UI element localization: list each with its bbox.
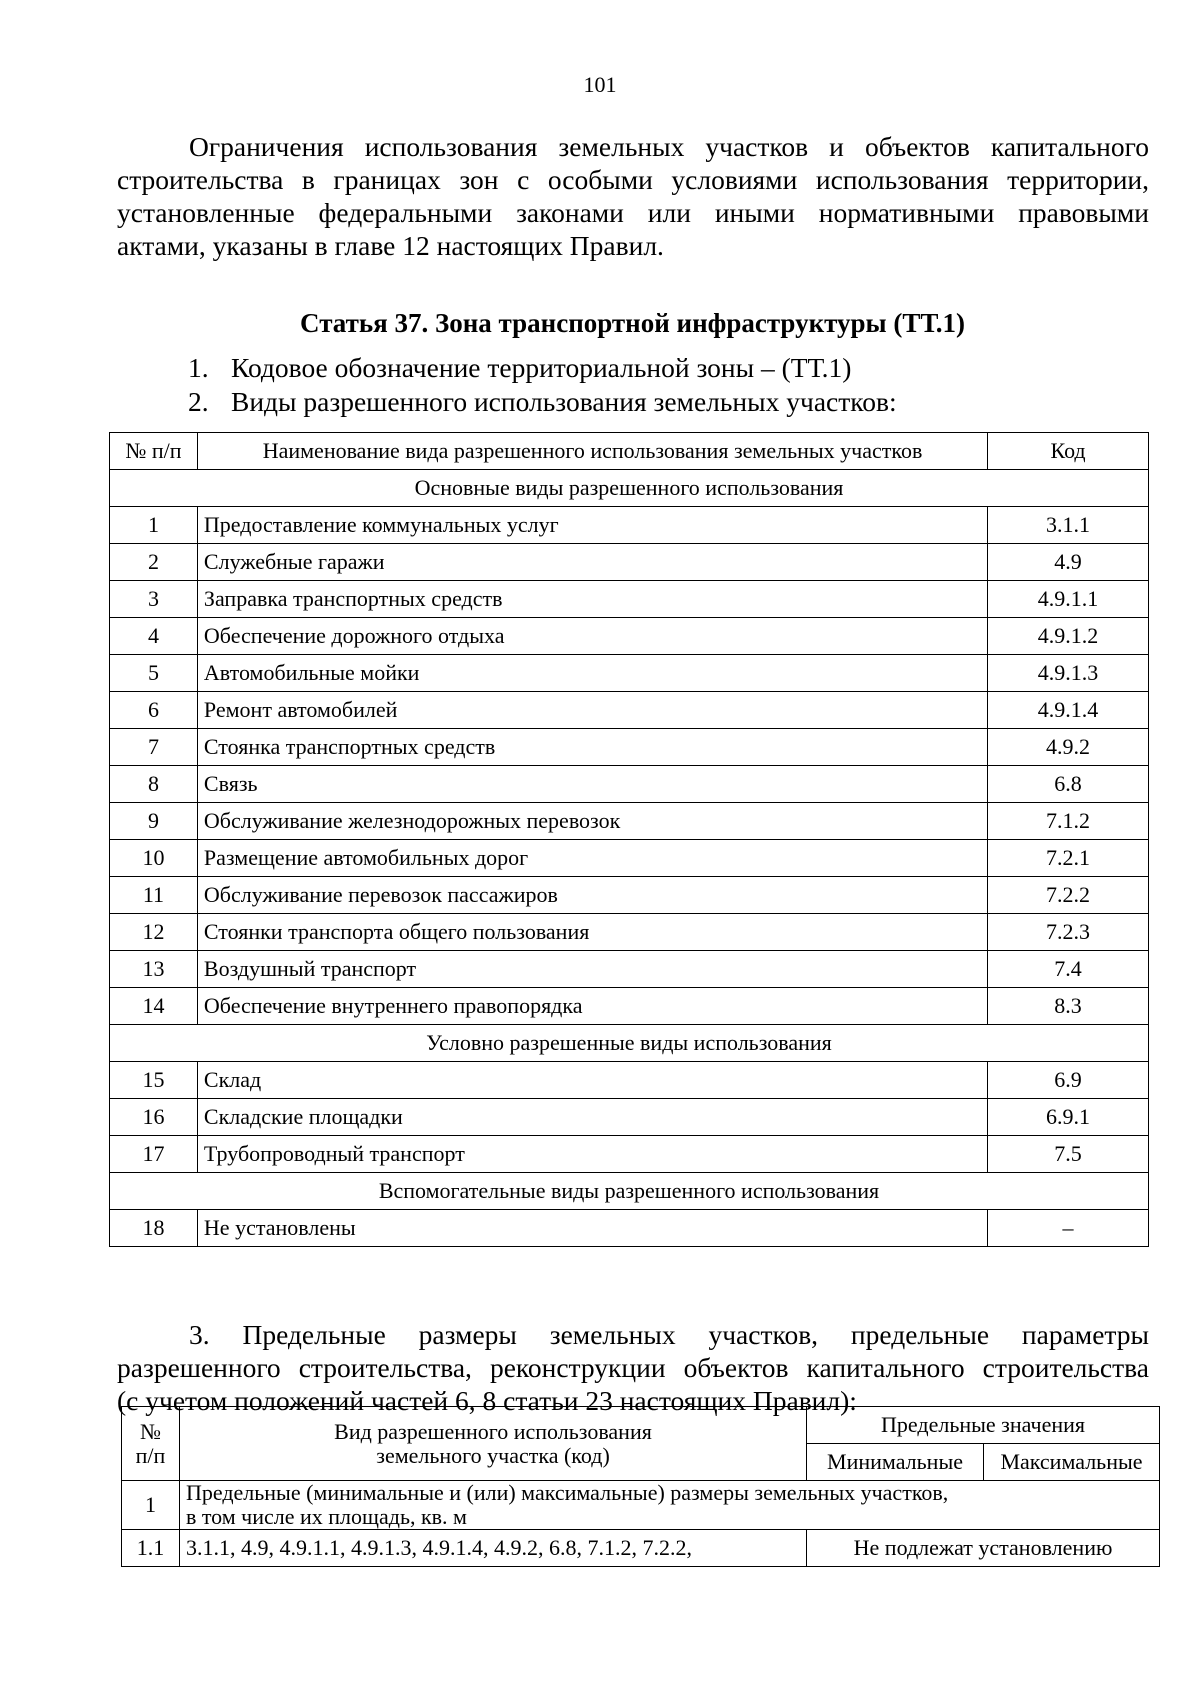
- table-row: [110, 544, 1149, 581]
- paragraph-3-line: (с учетом положений частей 6, 8 статьи 23 настоящих Правил):: [117, 1385, 857, 1416]
- table-section-row: [110, 470, 1149, 507]
- limits-header-row: [122, 1407, 1160, 1444]
- limits-row-number: 1: [122, 1481, 180, 1530]
- intro-paragraph: [117, 130, 1149, 262]
- limits-row-text: [179, 1481, 1159, 1530]
- limits-row: [122, 1481, 1160, 1530]
- table-row: [110, 914, 1149, 951]
- row-number: 8: [110, 766, 198, 803]
- table-row: [110, 618, 1149, 655]
- section-title: Вспомогательные виды разрешенного использования: [110, 1173, 1149, 1210]
- table-header-row: [110, 433, 1149, 470]
- table-section-row: [110, 1025, 1149, 1062]
- row-code: 4.9.1.3: [988, 655, 1149, 692]
- table-row: [110, 766, 1149, 803]
- intro-line: строительства в границах зон с особыми условиями использования территории,: [117, 164, 1149, 195]
- header-number: № п/п: [110, 433, 198, 470]
- row-number: 6: [110, 692, 198, 729]
- table-row: [110, 951, 1149, 988]
- row-code: 6.9.1: [988, 1099, 1149, 1136]
- section-title: Основные виды разрешенного использования: [110, 470, 1149, 507]
- permitted-uses-body: [110, 470, 1149, 1247]
- row-code: 6.9: [988, 1062, 1149, 1099]
- table-row: [110, 803, 1149, 840]
- row-number: 16: [110, 1099, 198, 1136]
- list-item-zone-code: [188, 352, 851, 384]
- limits-header-min: Минимальные: [807, 1444, 984, 1481]
- intro-line: Ограничения использования земельных участков и объектов капитального: [189, 131, 1149, 162]
- row-number: 9: [110, 803, 198, 840]
- limits-row-text-line: в том числе их площадь, кв. м: [185, 1504, 467, 1529]
- row-name: Не установлены: [197, 1210, 987, 1247]
- intro-line: актами, указаны в главе 12 настоящих Правил.: [117, 230, 664, 261]
- limits-row-number: 1.1: [122, 1530, 180, 1567]
- row-name: Склад: [197, 1062, 987, 1099]
- row-code: 7.5: [988, 1136, 1149, 1173]
- limits-header-values: Предельные значения: [807, 1407, 1160, 1444]
- row-name: Стоянка транспортных средств: [197, 729, 987, 766]
- table-row: [110, 877, 1149, 914]
- limits-row: [122, 1530, 1160, 1567]
- limits-row-value: Не подлежат установлению: [807, 1530, 1160, 1567]
- row-code: 4.9.1.4: [988, 692, 1149, 729]
- row-number: 5: [110, 655, 198, 692]
- list-item-permitted-uses: [188, 386, 897, 418]
- limits-header-number-line: п/п: [135, 1442, 166, 1468]
- list-number: 1.: [188, 352, 209, 383]
- table-section-row: [110, 1173, 1149, 1210]
- table-row: [110, 655, 1149, 692]
- limits-row-text-line: Предельные (минимальные и (или) максимальные) размеры земельных участков,: [185, 1480, 949, 1505]
- list-number: 2.: [188, 386, 209, 417]
- row-code: 4.9.1.1: [988, 581, 1149, 618]
- row-number: 7: [110, 729, 198, 766]
- article-title: Статья 37. Зона транспортной инфраструктуры (ТТ.1): [300, 308, 965, 338]
- row-code: 7.2.3: [988, 914, 1149, 951]
- table-row: [110, 988, 1149, 1025]
- row-number: 11: [110, 877, 198, 914]
- row-name: Складские площадки: [197, 1099, 987, 1136]
- row-name: Ремонт автомобилей: [197, 692, 987, 729]
- row-name: Обслуживание железнодорожных перевозок: [197, 803, 987, 840]
- row-code: 7.2.2: [988, 877, 1149, 914]
- paragraph-3-line: разрешенного строительства, реконструкции объектов капитального строительства: [117, 1352, 1149, 1383]
- limits-header-max: Максимальные: [984, 1444, 1160, 1481]
- header-name: Наименование вида разрешенного использования земельных участков: [197, 433, 987, 470]
- paragraph-3-line: 3. Предельные размеры земельных участков, предельные параметры: [189, 1319, 1149, 1350]
- limits-header-type: [179, 1407, 806, 1481]
- row-name: Трубопроводный транспорт: [197, 1136, 987, 1173]
- row-number: 18: [110, 1210, 198, 1247]
- limits-header-type-line: земельного участка (код): [376, 1442, 610, 1468]
- table-row: [110, 1099, 1149, 1136]
- row-code: 7.2.1: [988, 840, 1149, 877]
- intro-line: установленные федеральными законами или иными нормативными правовыми: [117, 197, 1149, 228]
- table-row: [110, 1210, 1149, 1247]
- list-text: Виды разрешенного использования земельных участков:: [231, 386, 897, 417]
- limits-row-codes: 3.1.1, 4.9, 4.9.1.1, 4.9.1.3, 4.9.1.4, 4.9.2, 6.8, 7.1.2, 7.2.2,: [179, 1530, 806, 1567]
- table-row: [110, 507, 1149, 544]
- paragraph-3: [117, 1318, 1149, 1417]
- limits-header-type-line: Вид разрешенного использования: [334, 1418, 652, 1444]
- table-row: [110, 1062, 1149, 1099]
- limits-header-number-line: №: [139, 1418, 161, 1444]
- row-name: Служебные гаражи: [197, 544, 987, 581]
- table-row: [110, 692, 1149, 729]
- row-code: 7.1.2: [988, 803, 1149, 840]
- list-text: Кодовое обозначение территориальной зоны – (ТТ.1): [231, 352, 852, 383]
- permitted-uses-table: [109, 432, 1149, 1247]
- limits-table: [121, 1406, 1160, 1567]
- row-name: Связь: [197, 766, 987, 803]
- row-code: 4.9: [988, 544, 1149, 581]
- row-number: 10: [110, 840, 198, 877]
- table-row: [110, 729, 1149, 766]
- row-code: 4.9.1.2: [988, 618, 1149, 655]
- row-code: 3.1.1: [988, 507, 1149, 544]
- section-title: Условно разрешенные виды использования: [110, 1025, 1149, 1062]
- row-number: 3: [110, 581, 198, 618]
- row-number: 2: [110, 544, 198, 581]
- limits-header-number: [122, 1407, 180, 1481]
- row-code: 7.4: [988, 951, 1149, 988]
- row-name: Стоянки транспорта общего пользования: [197, 914, 987, 951]
- row-number: 4: [110, 618, 198, 655]
- row-number: 17: [110, 1136, 198, 1173]
- page-number: 101: [583, 72, 617, 97]
- row-name: Предоставление коммунальных услуг: [197, 507, 987, 544]
- table-row: [110, 581, 1149, 618]
- row-name: Обслуживание перевозок пассажиров: [197, 877, 987, 914]
- row-code: 8.3: [988, 988, 1149, 1025]
- row-number: 15: [110, 1062, 198, 1099]
- row-name: Размещение автомобильных дорог: [197, 840, 987, 877]
- row-number: 12: [110, 914, 198, 951]
- row-code: 6.8: [988, 766, 1149, 803]
- row-name: Заправка транспортных средств: [197, 581, 987, 618]
- row-number: 13: [110, 951, 198, 988]
- row-number: 1: [110, 507, 198, 544]
- row-name: Автомобильные мойки: [197, 655, 987, 692]
- row-name: Воздушный транспорт: [197, 951, 987, 988]
- row-name: Обеспечение внутреннего правопорядка: [197, 988, 987, 1025]
- table-row: [110, 840, 1149, 877]
- row-number: 14: [110, 988, 198, 1025]
- header-code: Код: [988, 433, 1149, 470]
- row-name: Обеспечение дорожного отдыха: [197, 618, 987, 655]
- row-code: –: [988, 1210, 1149, 1247]
- table-row: [110, 1136, 1149, 1173]
- row-code: 4.9.2: [988, 729, 1149, 766]
